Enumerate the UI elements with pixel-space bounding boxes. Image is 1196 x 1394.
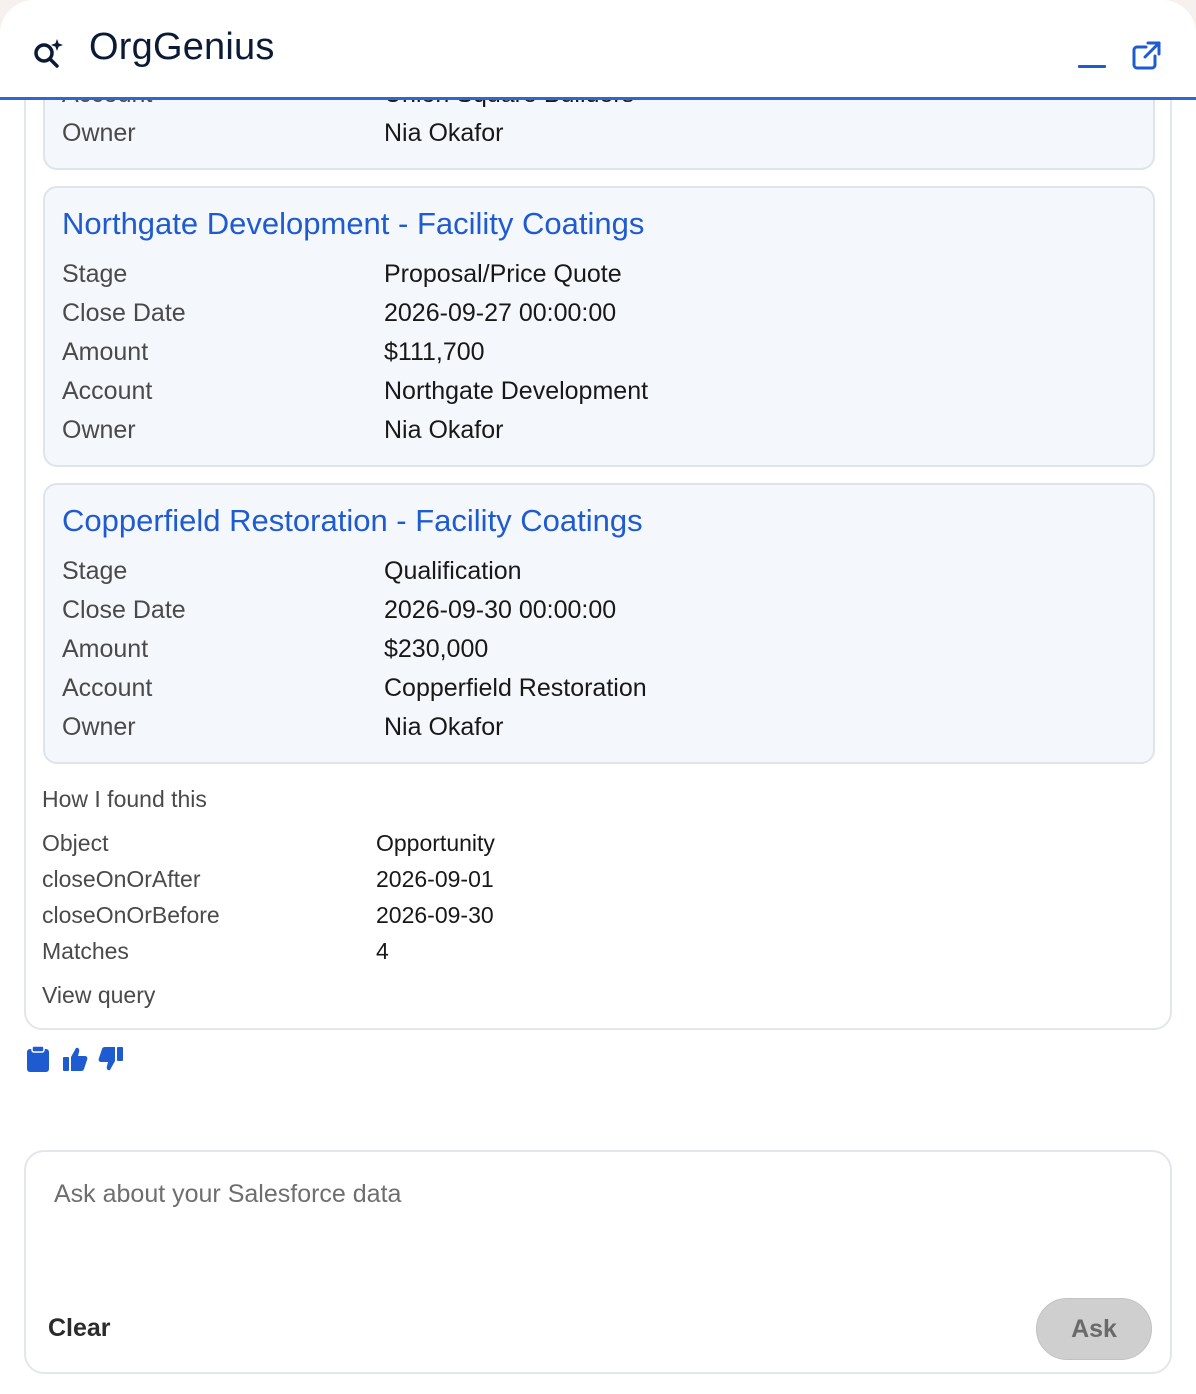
view-query-link[interactable]: View query <box>42 982 156 1008</box>
field-label: Stage <box>62 557 128 585</box>
copy-button[interactable] <box>26 1046 52 1072</box>
opportunity-card <box>43 483 1155 764</box>
composer <box>24 1150 1172 1374</box>
app-title: OrgGenius <box>89 26 275 68</box>
minimize-button[interactable] <box>1074 44 1110 74</box>
field-label: Close Date <box>62 596 186 624</box>
found-heading: How I found this <box>42 786 207 812</box>
field-label: Close Date <box>62 299 186 327</box>
external-link-icon <box>1128 38 1164 74</box>
field-label: Account <box>62 674 153 702</box>
found-value: 2026-09-01 <box>376 866 494 892</box>
found-value: 2026-09-30 <box>376 902 494 928</box>
field-value: Qualification <box>384 557 522 585</box>
answer-card <box>24 60 1172 1030</box>
found-label: closeOnOrAfter <box>42 866 201 892</box>
field-value: $111,700 <box>384 338 485 366</box>
found-label: Matches <box>42 938 129 964</box>
conversation[interactable] <box>0 100 1196 1394</box>
field-label: Owner <box>62 119 136 147</box>
ask-button[interactable]: Ask <box>1036 1298 1152 1360</box>
field-value: Nia Okafor <box>384 416 504 444</box>
field-value: 2026-09-27 00:00:00 <box>384 299 617 327</box>
field-value: Nia Okafor <box>384 713 504 741</box>
opportunity-card <box>43 186 1155 467</box>
header <box>0 0 1196 100</box>
field-label: Amount <box>62 635 149 663</box>
field-value: Northgate Development <box>384 377 649 405</box>
thumbs-up-icon <box>62 1046 88 1072</box>
field-value: Nia Okafor <box>384 119 504 147</box>
field-label: Owner <box>62 416 136 444</box>
field-value: Copperfield Restoration <box>384 674 647 702</box>
field-value: Proposal/Price Quote <box>384 260 622 288</box>
found-label: closeOnOrBefore <box>42 902 220 928</box>
opportunity-link[interactable]: Copperfield Restoration - Facility Coatings <box>62 503 643 538</box>
field-value: $230,000 <box>384 635 489 663</box>
clear-button[interactable]: Clear <box>48 1314 111 1342</box>
field-label: Amount <box>62 338 149 366</box>
popout-button[interactable] <box>1128 38 1164 74</box>
field-label: Account <box>62 377 153 405</box>
found-label: Object <box>42 830 109 856</box>
clipboard-icon <box>26 1046 50 1072</box>
field-value: 2026-09-30 00:00:00 <box>384 596 617 624</box>
found-value: 4 <box>376 938 389 964</box>
field-label: Stage <box>62 260 128 288</box>
opportunity-link[interactable]: Northgate Development - Facility Coatings <box>62 206 645 241</box>
search-sparkle-icon <box>30 36 66 72</box>
thumbs-down-button[interactable] <box>98 1046 124 1072</box>
question-input[interactable] <box>54 1180 1134 1280</box>
thumbs-up-button[interactable] <box>62 1046 88 1072</box>
thumbs-down-icon <box>98 1046 124 1072</box>
found-value: Opportunity <box>376 830 495 856</box>
field-label: Owner <box>62 713 136 741</box>
